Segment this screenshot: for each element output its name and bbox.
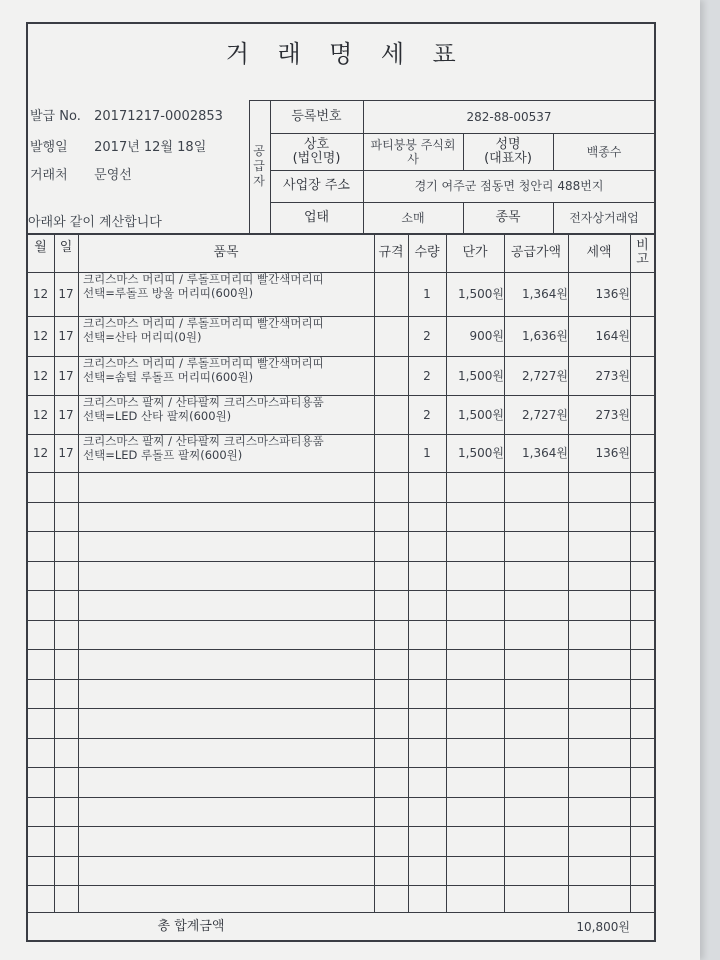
- rep-label-line: 성명: [495, 136, 521, 152]
- item-option-line: 선택=루돌프 방울 머리띠(600원): [83, 286, 254, 300]
- row-day-cell: 17: [58, 287, 74, 301]
- biz-item-label: 종목: [495, 209, 521, 225]
- rep-value: 백종수: [586, 144, 622, 159]
- row-tax-cell: 136원: [595, 287, 630, 301]
- title-char: 세: [380, 40, 405, 68]
- row-tax-cell: 273원: [595, 407, 630, 422]
- title-char: 거: [225, 40, 250, 68]
- item-option-line: 선택=LED 루돌프 팔찌(600원): [83, 448, 243, 462]
- empty-row-line: [27, 649, 655, 650]
- supplier-side-label: [249, 101, 269, 231]
- client-value: 문영선: [94, 168, 132, 183]
- row-qty-cell: 2: [423, 407, 431, 422]
- title-char: 래: [277, 40, 302, 68]
- col-header-spec: 규격: [378, 244, 404, 260]
- row-tax-cell: 273원: [595, 368, 630, 383]
- empty-row-line: [27, 826, 655, 827]
- row-tax-cell: 164원: [595, 329, 630, 343]
- item-name-cell: [78, 316, 379, 356]
- biz-item-value: 전자상거래업: [569, 210, 639, 225]
- row-supply-cell: 2,727원: [522, 368, 568, 383]
- item-name-line: 크리스마스 머리띠 / 루돌프머리띠 빨간색머리띠: [83, 272, 324, 286]
- row-day-cell: 17: [58, 446, 74, 460]
- row-month-cell: 12: [32, 329, 49, 343]
- col-header-item: 품목: [213, 244, 239, 260]
- empty-row-line: [27, 561, 655, 562]
- empty-row-line: [27, 856, 655, 857]
- row-qty-cell: 2: [423, 329, 431, 343]
- rep-label: [463, 133, 553, 170]
- calc-note: 아래와 같이 계산합니다: [28, 215, 162, 230]
- row-supply-cell: 1,364원: [522, 287, 568, 301]
- row-month-cell: 12: [32, 407, 49, 422]
- item-option-line: 선택=LED 산타 팔찌(600원): [83, 409, 232, 423]
- empty-row-line: [27, 885, 655, 886]
- address-value: 경기 여주군 점동면 청안리 488번지: [414, 179, 604, 193]
- note-header-char: 비: [636, 237, 649, 253]
- company-label-line: (법인명): [292, 150, 341, 166]
- row-supply-cell: 1,636원: [522, 329, 568, 343]
- row-qty-cell: 1: [423, 446, 431, 460]
- issue-date-label: 발행일: [30, 140, 68, 155]
- col-header-note: [630, 233, 655, 272]
- row-supply-cell: 1,364원: [522, 446, 568, 460]
- client-row: [30, 164, 132, 183]
- side-char: 자: [253, 173, 265, 188]
- row-day-cell: 17: [58, 329, 74, 343]
- company-value: [363, 133, 463, 170]
- empty-row-line: [27, 738, 655, 739]
- issue-no-row: [30, 105, 223, 124]
- item-name-cell: [78, 395, 379, 434]
- reg-no-value: 282-88-00537: [466, 109, 552, 124]
- title-char: 표: [432, 40, 457, 68]
- reg-no-label: 등록번호: [291, 108, 342, 124]
- item-name-cell: [78, 272, 379, 316]
- col-header-qty: 수량: [414, 244, 440, 260]
- total-label: 총 합계금액: [157, 919, 225, 934]
- row-price-cell: 1,500원: [458, 287, 504, 301]
- side-char: 공: [253, 143, 265, 158]
- empty-row-line: [27, 531, 655, 532]
- issue-date-row: [30, 136, 206, 155]
- row-month-cell: 12: [32, 446, 49, 460]
- company-value-line: 파티붕붕 주식회: [370, 137, 456, 152]
- item-name-line: 크리스마스 머리띠 / 루돌프머리띠 빨간색머리띠: [83, 356, 324, 370]
- row-price-cell: 1,500원: [458, 407, 504, 422]
- empty-row-line: [27, 620, 655, 621]
- item-name-line: 크리스마스 팔찌 / 산타팔찌 크리스마스파티용품: [83, 395, 324, 409]
- issue-date-value: 2017년 12월 18일: [94, 140, 207, 155]
- note-header-char: 고: [636, 251, 649, 267]
- row-qty-cell: 1: [423, 287, 431, 301]
- item-name-line: 크리스마스 머리띠 / 루돌프머리띠 빨간색머리띠: [83, 316, 324, 330]
- row-month-cell: 12: [32, 368, 49, 383]
- row-price-cell: 1,500원: [458, 446, 504, 460]
- company-value-line: 사: [407, 151, 419, 166]
- empty-row-line: [27, 590, 655, 591]
- col-header-price: 단가: [462, 244, 488, 260]
- item-name-cell: [78, 356, 379, 395]
- side-char: 급: [253, 158, 265, 173]
- client-label: 거래처: [30, 168, 68, 183]
- rep-label-line: (대표자): [484, 150, 532, 166]
- empty-row-line: [27, 708, 655, 709]
- table-row-line: [27, 472, 655, 473]
- issue-no-label: 발급 No.: [30, 109, 81, 124]
- row-day-cell: 17: [58, 368, 74, 383]
- col-header-tax: 세액: [586, 244, 612, 260]
- biz-type-value: 소매: [401, 210, 425, 225]
- total-value: 10,800원: [576, 920, 630, 934]
- empty-row-line: [27, 797, 655, 798]
- col-header-supply: 공급가액: [510, 244, 562, 260]
- empty-row-line: [27, 502, 655, 503]
- row-qty-cell: 2: [423, 368, 431, 383]
- title-char: 명: [329, 40, 353, 68]
- issue-no-value: 20171217-0002853: [94, 109, 223, 124]
- company-label-line: 상호: [303, 136, 330, 152]
- row-supply-cell: 2,727원: [522, 407, 568, 422]
- row-price-cell: 1,500원: [458, 368, 504, 383]
- empty-row-line: [27, 679, 655, 680]
- item-option-line: 선택=솜털 루돌프 머리띠(600원): [83, 370, 254, 384]
- biz-type-label: 업태: [303, 209, 330, 225]
- item-name-cell: [78, 434, 379, 472]
- row-tax-cell: 136원: [595, 446, 630, 460]
- item-option-line: 선택=산타 머리띠(0원): [83, 330, 202, 344]
- item-name-line: 크리스마스 팔찌 / 산타팔찌 크리스마스파티용품: [83, 434, 324, 448]
- row-day-cell: 17: [58, 407, 74, 422]
- row-month-cell: 12: [32, 287, 49, 301]
- address-label: 사업장 주소: [283, 178, 350, 193]
- company-label: [270, 133, 363, 170]
- col-header-day: 일: [59, 240, 73, 255]
- row-price-cell: 900원: [469, 329, 504, 343]
- empty-row-line: [27, 767, 655, 768]
- col-header-month: 월: [34, 240, 47, 255]
- document-title: [28, 34, 654, 69]
